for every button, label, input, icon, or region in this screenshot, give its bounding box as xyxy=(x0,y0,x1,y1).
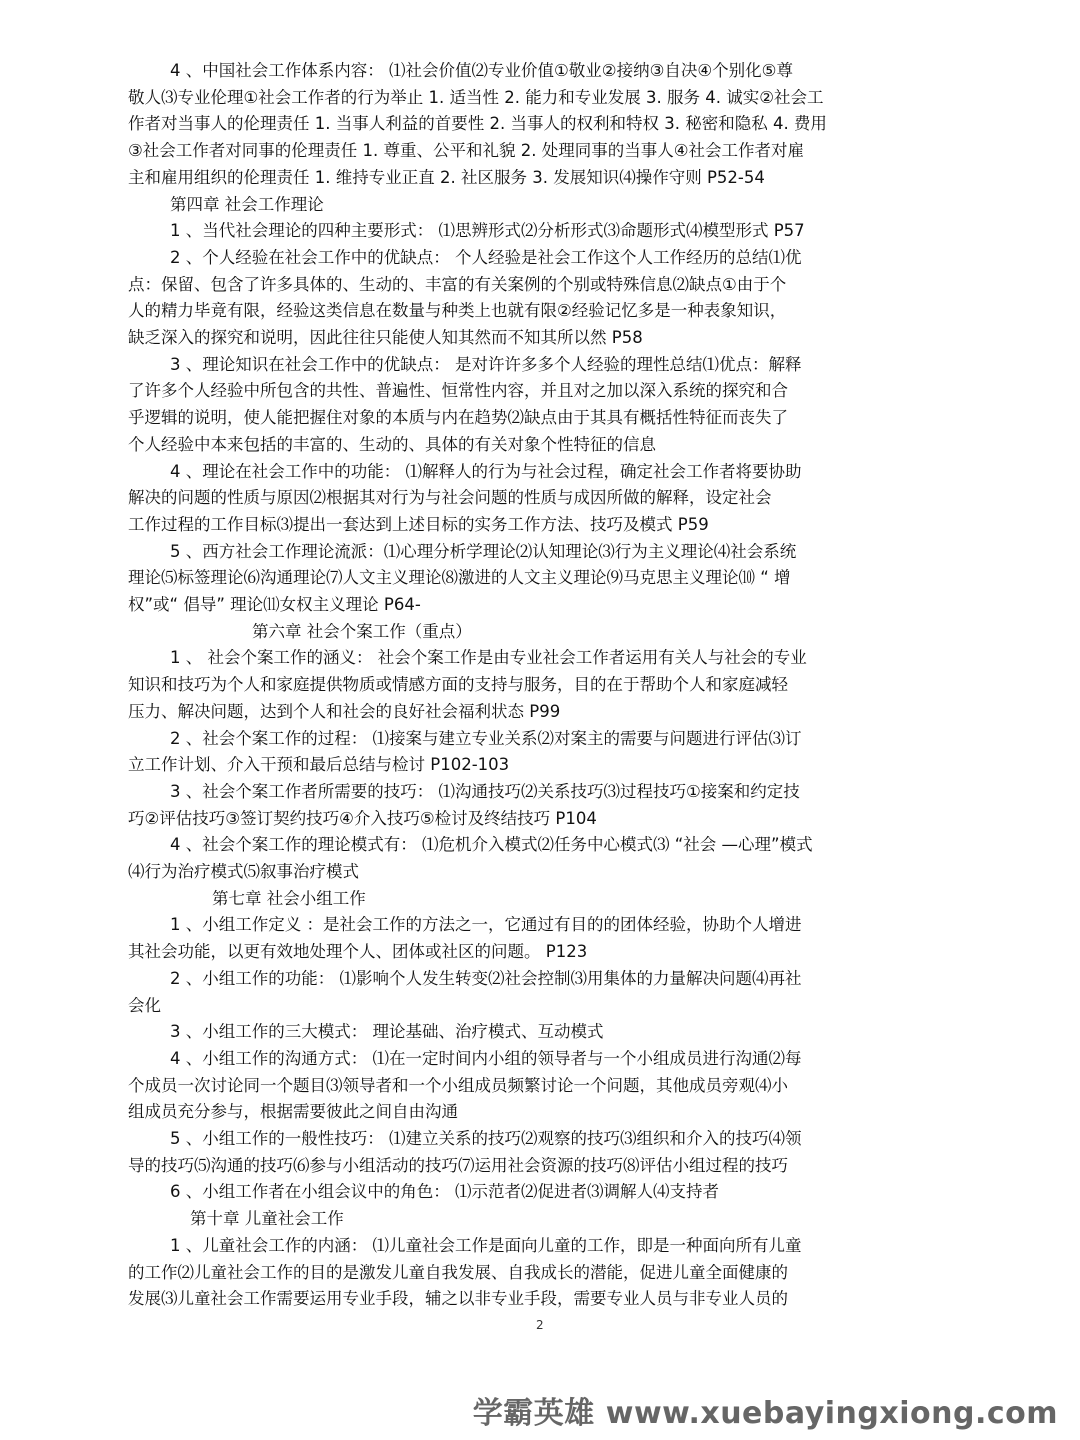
text-line: 立工作计划、介入干预和最后总结与检讨 P102-103 xyxy=(128,755,510,775)
chapter-heading: 第六章 社会个案工作（重点） xyxy=(252,621,472,641)
text-line: 了许多个人经验中所包含的共性、普遍性、恒常性内容，并且对之加以深入系统的探究和合 xyxy=(128,381,788,401)
text-line: 知识和技巧为个人和家庭提供物质或情感方面的支持与服务，目的在于帮助个人和家庭减轻 xyxy=(128,675,788,695)
text-line: 3 、社会个案工作者所需要的技巧： ⑴沟通技巧⑵关系技巧⑶过程技巧①接案和约定技 xyxy=(170,781,800,801)
text-line: 2 、个人经验在社会工作中的优缺点： 个人经验是社会工作这个人工作经历的总结⑴优 xyxy=(170,247,802,267)
text-line: 其社会功能，以更有效地处理个人、团体或社区的问题。 P123 xyxy=(128,942,588,962)
text-line: 组成员充分参与，根据需要彼此之间自由沟通 xyxy=(128,1102,458,1122)
text-line: 6 、小组工作者在小组会议中的角色： ⑴示范者⑵促进者⑶调解人⑷支持者 xyxy=(170,1182,719,1202)
text-line: 4 、中国社会工作体系内容： ⑴社会价值⑵专业价值①敬业②接纳③自决④个别化⑤尊 xyxy=(170,61,793,80)
text-line: 人的精力毕竟有限，经验这类信息在数量与种类上也就有限②经验记忆多是一种表象知识， xyxy=(128,301,787,321)
text-line: 1 、当代社会理论的四种主要形式： ⑴思辨形式⑵分析形式⑶命题形式⑷模型形式 P57 xyxy=(170,221,805,241)
text-line: 4 、理论在社会工作中的功能： ⑴解释人的行为与社会过程，确定社会工作者将要协助 xyxy=(170,461,802,481)
chapter-heading: 第七章 社会小组工作 xyxy=(212,888,366,908)
text-line: 缺乏深入的探究和说明，因此往往只能使人知其然而不知其所以然 P58 xyxy=(128,328,643,347)
text-line: 会化 xyxy=(128,995,161,1015)
text-line: 1 、小组工作定义 ：是社会工作的方法之一，它通过有目的的团体经验，协助个人增进 xyxy=(170,915,802,935)
text-line: 3 、小组工作的三大模式： 理论基础、治疗模式、互动模式 xyxy=(170,1022,604,1042)
text-line: 2 、小组工作的功能： ⑴影响个人发生转变⑵社会控制⑶用集体的力量解决问题⑷再社 xyxy=(170,968,802,988)
text-line: 1 、儿童社会工作的内涵： ⑴儿童社会工作是面向儿童的工作，即是一种面向所有儿童 xyxy=(170,1235,802,1255)
text-line: 压力、解决问题，达到个人和社会的良好社会福利状态 P99 xyxy=(128,701,561,721)
text-line: 点：保留、包含了许多具体的、生动的、丰富的有关案例的个别或特殊信息⑵缺点①由于个 xyxy=(128,274,787,294)
text-line: 5 、西方社会工作理论流派：⑴心理分析学理论⑵认知理论⑶行为主义理论⑷社会系统 xyxy=(170,541,797,561)
text-line: 解决的问题的性质与原因⑵根据其对行为与社会问题的性质与成因所做的解释，设定社会 xyxy=(128,488,772,508)
text-line: 工作过程的工作目标⑶提出一套达到上述目标的实务工作方法、技巧及模式 P59 xyxy=(128,514,709,534)
text-line: 4 、社会个案工作的理论模式有： ⑴危机介入模式⑵任务中心模式⑶ “社会 —心理”模式 xyxy=(170,835,813,855)
text-line: 的工作⑵儿童社会工作的目的是激发儿童自我发展、自我成长的潜能，促进儿童全面健康的 xyxy=(128,1262,788,1282)
site-watermark: 学霸英雄 www.xuebayingxiong.com xyxy=(472,1396,1058,1431)
text-line: 导的技巧⑸沟通的技巧⑹参与小组活动的技巧⑺运用社会资源的技巧⑻评估小组过程的技巧 xyxy=(128,1155,788,1175)
text-line: 敬人⑶专业伦理①社会工作者的行为举止 1. 适当性 2. 能力和专业发展 3. 服务 4. 诚实②社会工 xyxy=(128,87,824,107)
text-line: ③社会工作者对同事的伦理责任 1. 尊重、公平和礼貌 2. 处理同事的当事人④社会工作者对雇 xyxy=(128,141,805,161)
text-line: 个成员一次讨论同一个题目⑶领导者和一个小组成员频繁讨论一个问题，其他成员旁观⑷小 xyxy=(128,1075,788,1095)
text-line: 3 、理论知识在社会工作中的优缺点： 是对许许多多个人经验的理性总结⑴优点：解释 xyxy=(170,354,802,374)
text-line: 1 、 社会个案工作的涵义： 社会个案工作是由专业社会工作者运用有关人与社会的专业 xyxy=(170,648,807,668)
text-line: 作者对当事人的伦理责任 1. 当事人利益的首要性 2. 当事人的权利和特权 3. 秘密和隐私 4. 费用 xyxy=(128,114,827,134)
chapter-heading: 第四章 社会工作理论 xyxy=(170,194,324,214)
text-line: 4 、小组工作的沟通方式： ⑴在一定时间内小组的领导者与一个小组成员进行沟通⑵每 xyxy=(170,1048,802,1068)
text-line: 权”或“ 倡导” 理论⑾女权主义理论 P64- xyxy=(128,595,421,614)
text-line: 发展⑶儿童社会工作需要运用专业手段，辅之以非专业手段，需要专业人员与非专业人员的 xyxy=(128,1289,788,1309)
text-line: 5 、小组工作的一般性技巧： ⑴建立关系的技巧⑵观察的技巧⑶组织和介入的技巧⑷领 xyxy=(170,1129,802,1148)
text-line: 主和雇用组织的伦理责任 1. 维持专业正直 2. 社区服务 3. 发展知识⑷操作守则 P52-54 xyxy=(128,167,765,187)
text-line: 个人经验中本来包括的丰富的、生动的、具体的有关对象个性特征的信息 xyxy=(128,434,656,454)
text-line: ⑷行为治疗模式⑸叙事治疗模式 xyxy=(128,862,359,881)
text-line: 2 、社会个案工作的过程： ⑴接案与建立专业关系⑵对案主的需要与问题进行评估⑶订 xyxy=(170,728,802,748)
text-line: 理论⑸标签理论⑹沟通理论⑺人文主义理论⑻激进的人文主义理论⑼马克思主义理论⑽ “ 增 xyxy=(128,568,791,588)
text-line: 巧②评估技巧③签订契约技巧④介入技巧⑤检讨及终结技巧 P104 xyxy=(128,808,597,828)
chapter-heading: 第十章 儿童社会工作 xyxy=(190,1209,344,1229)
page-number: 2 xyxy=(536,1318,544,1332)
text-line: 乎逻辑的说明，使人能把握住对象的本质与内在趋势⑵缺点由于其具有概括性特征而丧失了 xyxy=(128,408,788,428)
